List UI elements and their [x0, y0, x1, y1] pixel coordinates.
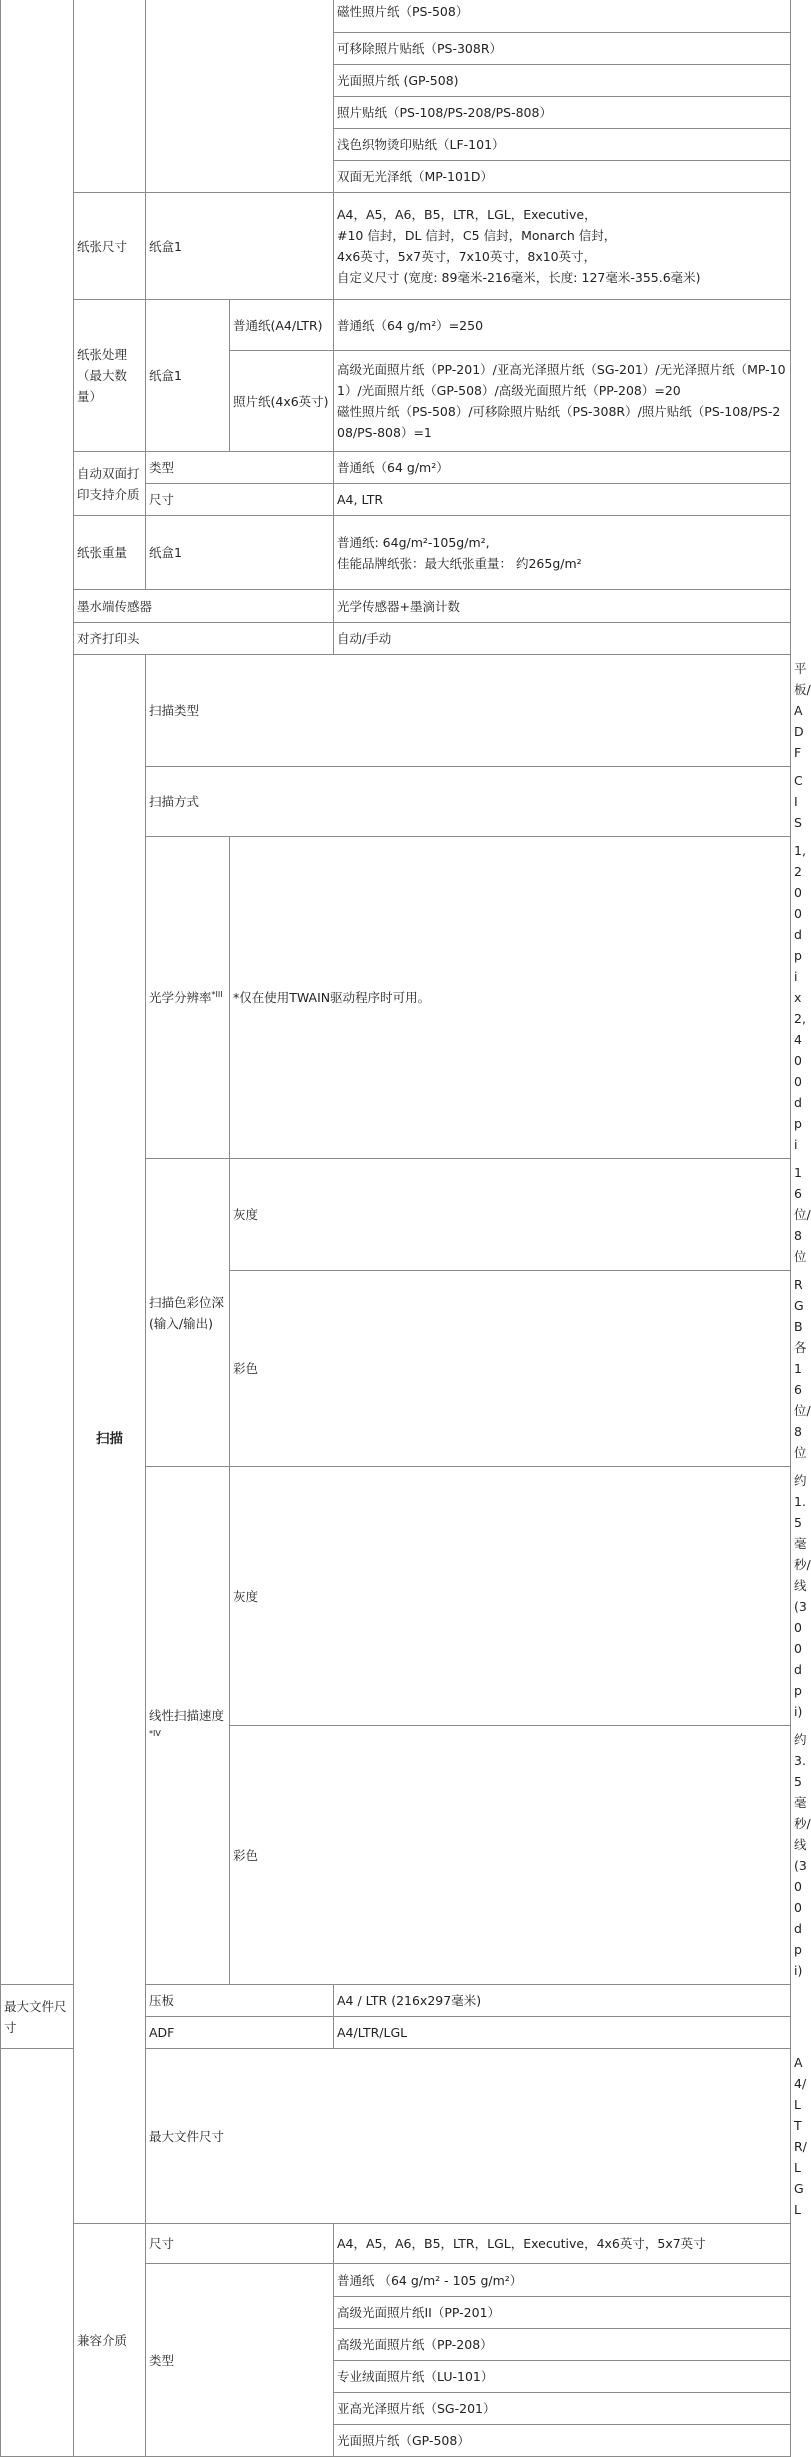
- color-depth-label: 扫描色彩位深 (输入/输出): [146, 1159, 230, 1467]
- duplex-size-value: A4, LTR: [334, 484, 791, 516]
- media-item: 双面无光泽纸（MP-101D）: [334, 161, 791, 193]
- copy-section-cell: [1, 2049, 74, 2457]
- copy-size-label: 尺寸: [146, 2224, 334, 2264]
- copy-type-item: 高级光面照片纸（PP-208）: [334, 2329, 791, 2361]
- media-item: 可移除照片贴纸（PS-308R）: [334, 33, 791, 65]
- media-item: 浅色织物烫印贴纸（LF-101）: [334, 129, 791, 161]
- scan-speed-label: 线性扫描速度$^{*IV}$: [146, 1467, 230, 1985]
- photo-paper-value: 高级光面照片纸（PP-201）/亚高光泽照片纸（SG-201）/无光泽照片纸（MP-101）/光面照片纸（GP-508）/高级光面照片纸（PP-208）=20 磁性照片纸（PS-508）/可移除照片贴纸（PS-308R）/照片贴纸（PS-108/PS-208/PS-808）=1: [334, 351, 791, 452]
- resolution-label: 光学分辨率$^{*III}$: [146, 837, 230, 1159]
- depth-color-label: 彩色: [230, 1271, 791, 1467]
- paper-handling-label: 纸张处理（最大数量）: [74, 300, 146, 452]
- copy-type-item: 专业绒面照片纸（LU-101）: [334, 2361, 791, 2393]
- media-item: 光面照片纸 (GP-508): [334, 65, 791, 97]
- copy-type-label: 类型: [146, 2264, 334, 2457]
- media-label-cell: [74, 0, 146, 193]
- duplex-type-label: 类型: [146, 452, 334, 484]
- compatible-media-label: 兼容介质: [74, 2224, 146, 2457]
- copy-type-item: 光面照片纸（GP-508）: [334, 2425, 791, 2457]
- copy-type-item: 普通纸 （64 g/m² - 105 g/m²）: [334, 2264, 791, 2297]
- platen-label: 压板: [146, 1985, 334, 2017]
- head-align-value: 自动/手动: [334, 623, 791, 655]
- speed-gray-label: 灰度: [230, 1467, 791, 1726]
- speed-color-label: 彩色: [230, 1726, 791, 1985]
- print-section-cell: [1, 0, 74, 1985]
- platen-value: A4 / LTR (216x297毫米): [334, 1985, 791, 2017]
- copy-max-doc-label: 最大文件尺寸: [146, 2049, 791, 2224]
- adf-label: ADF: [146, 2017, 334, 2049]
- weight-value: 普通纸: 64g/m²-105g/m², 佳能品牌纸张：最大纸张重量： 约265g/m²: [334, 516, 791, 590]
- media-item: 磁性照片纸（PS-508）: [334, 0, 791, 33]
- paper-size-label: 纸张尺寸: [74, 193, 146, 300]
- plain-paper-label: 普通纸(A4/LTR): [230, 300, 334, 351]
- duplex-size-label: 尺寸: [146, 484, 334, 516]
- weight-source: 纸盒1: [146, 516, 334, 590]
- scan-type-label: 扫描类型: [146, 655, 791, 767]
- head-align-label: 对齐打印头: [74, 623, 334, 655]
- duplex-label: 自动双面打印支持介质: [74, 452, 146, 516]
- paper-handling-source: 纸盒1: [146, 300, 230, 452]
- weight-label: 纸张重量: [74, 516, 146, 590]
- photo-paper-label: 照片纸(4x6英寸): [230, 351, 334, 452]
- paper-size-value: A4，A5，A6，B5，LTR，LGL，Executive， #10 信封，DL 信封，C5 信封，Monarch 信封， 4x6英寸，5x7英寸，7x10英寸，8x10英寸， 自定义尺寸 (宽度: 89毫米-216毫米，长度: 127毫米-355.6毫米): [334, 193, 791, 300]
- max-doc-size-label: 最大文件尺寸: [1, 1985, 74, 2049]
- spec-table: 磁性照片纸（PS-508） 可移除照片贴纸（PS-308R） 光面照片纸 (GP-508) 照片贴纸（PS-108/PS-208/PS-808） 浅色织物烫印贴纸（LF-101） 双面无光泽纸（MP-101D） 纸张尺寸 纸盒1 A4，A5，A6，B5，LTR，LGL，Executive， #10 信封，DL 信封，C5 信封，Monarch 信封， 4x6英寸，5x7英寸，7x10英寸，8x10英寸， 自定义尺寸 (宽度: 89毫米-216毫米，长度: 127毫米-355.6毫米) 纸张处理（最大数量） 纸盒1 普通纸(A4/LTR) 普通纸（64 g/m²）=250 照片纸(4x6英寸) 高级光面照片纸（PP-201）/亚高光泽照片纸（SG-201）/无光泽照片纸（MP-101）/光面照片纸（GP-508）/高级光面照片纸（PP-208）=20 磁性照片纸（PS-508）/可移除照片贴纸（PS-308R）/照片贴纸（PS-108/PS-208/PS-808）=1 自动双面打印支持介质 类型 普通纸（64 g/m²） 尺寸 A4, LTR 纸张重量 纸盒1 普通纸: 64g/m²-105g/m², 佳能品牌纸张：最大纸张重量： 约265g/m² 墨水端传感器 光学传感器+墨滴计数 对齐打印头 自动/手动 扫描 扫描类型 平板/ADF 扫描方式 CIS 光学分辨率$^{*III}$ *仅在使用TWAIN驱动程序时可用。 1,200dpi x 2,400dpi 扫描色彩位深 (输入/输出) 灰度 16位/8位 彩色 RGB各16位/8位 线性扫描速度$^{*IV}$ 灰度 约1.5 毫秒/线 (300dpi) 彩色 约3.5 毫秒/线 (300dpi) 最大文件尺寸 压板 A4 / LTR (216x297毫米) ADF A4/LTR/LGL 最大文件尺寸 A4/LTR/LGL 兼容介质 尺寸 A4，A5，A6，B5，LTR，LGL，Executive，4x6英寸，5x7英寸 类型 普通纸 （64 g/m² - 105 g/m²） 高级光面照片纸II（PP-201） 高级光面照片纸（PP-208） 专业绒面照片纸（LU-101） 亚高光泽照片纸（SG-201） 光面照片纸（GP-508）: [0, 0, 791, 2457]
- adf-value: A4/LTR/LGL: [334, 2017, 791, 2049]
- ink-sensor-value: 光学传感器+墨滴计数: [334, 590, 791, 623]
- scan-method-label: 扫描方式: [146, 767, 791, 837]
- media-item: 照片贴纸（PS-108/PS-208/PS-808）: [334, 97, 791, 129]
- resolution-note: *仅在使用TWAIN驱动程序时可用。: [230, 837, 791, 1159]
- copy-type-item: 高级光面照片纸II（PP-201）: [334, 2297, 791, 2329]
- scan-section-label: 扫描: [74, 655, 146, 2224]
- depth-gray-label: 灰度: [230, 1159, 791, 1271]
- media-sub-cell: [146, 0, 334, 193]
- paper-size-source: 纸盒1: [146, 193, 334, 300]
- plain-paper-value: 普通纸（64 g/m²）=250: [334, 300, 791, 351]
- copy-size-value: A4，A5，A6，B5，LTR，LGL，Executive，4x6英寸，5x7英寸: [334, 2224, 791, 2264]
- duplex-type-value: 普通纸（64 g/m²）: [334, 452, 791, 484]
- ink-sensor-label: 墨水端传感器: [74, 590, 334, 623]
- copy-type-item: 亚高光泽照片纸（SG-201）: [334, 2393, 791, 2425]
